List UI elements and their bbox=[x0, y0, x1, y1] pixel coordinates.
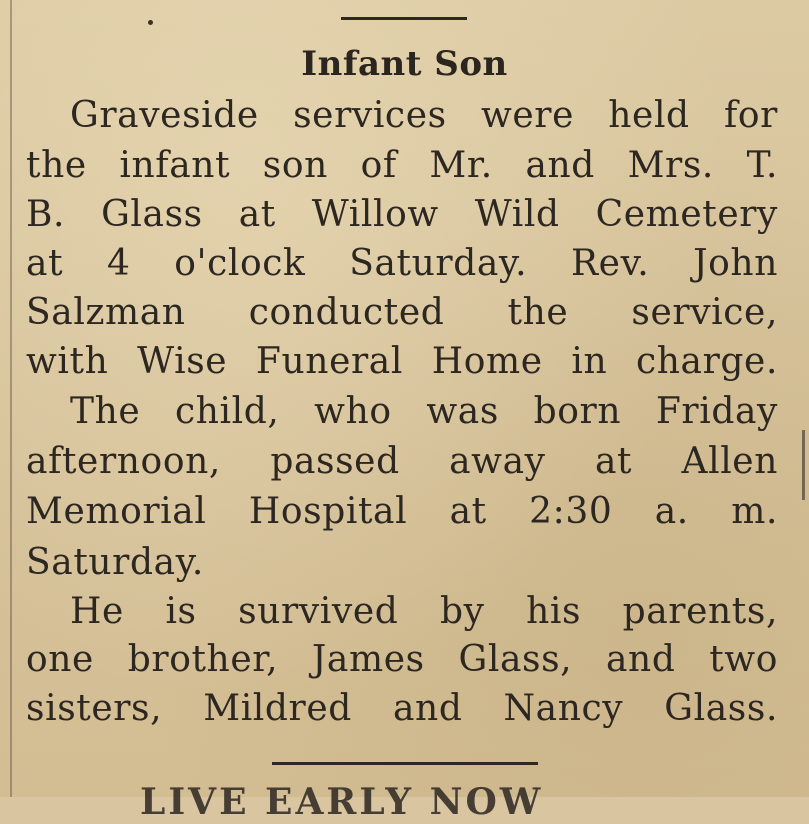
article-line-2: the infant son of Mr. and Mrs. T. bbox=[26, 145, 778, 186]
article-line-6: with Wise Funeral Home in charge. bbox=[26, 341, 778, 382]
article-line-12: one brother, James Glass, and two bbox=[26, 639, 778, 680]
next-headline-text: LIVE EARLY NOW bbox=[140, 781, 544, 823]
bottom-divider-rule bbox=[272, 762, 538, 765]
article-line-1: Graveside services were held for bbox=[70, 95, 778, 136]
article-line-8: afternoon, passed away at Allen bbox=[26, 441, 778, 482]
article-line-13: sisters, Mildred and Nancy Glass. bbox=[26, 688, 778, 729]
column-edge-right bbox=[802, 430, 805, 500]
top-divider-rule bbox=[341, 17, 467, 20]
column-edge-left bbox=[10, 0, 12, 797]
article-line-11: He is survived by his parents, bbox=[70, 591, 778, 632]
article-headline: Infant Son bbox=[301, 44, 508, 84]
article-line-5: Salzman conducted the service, bbox=[26, 292, 778, 333]
article-line-3: B. Glass at Willow Wild Cemetery bbox=[26, 194, 778, 235]
article-line-7: The child, who was born Friday bbox=[70, 391, 778, 432]
article-line-9: Memorial Hospital at 2:30 a. m. bbox=[26, 491, 778, 532]
next-headline-cutoff bbox=[140, 781, 700, 823]
ink-speck bbox=[148, 20, 153, 25]
article-line-4: at 4 o'clock Saturday. Rev. John bbox=[26, 243, 778, 284]
article-line-10: Saturday. bbox=[26, 542, 204, 583]
